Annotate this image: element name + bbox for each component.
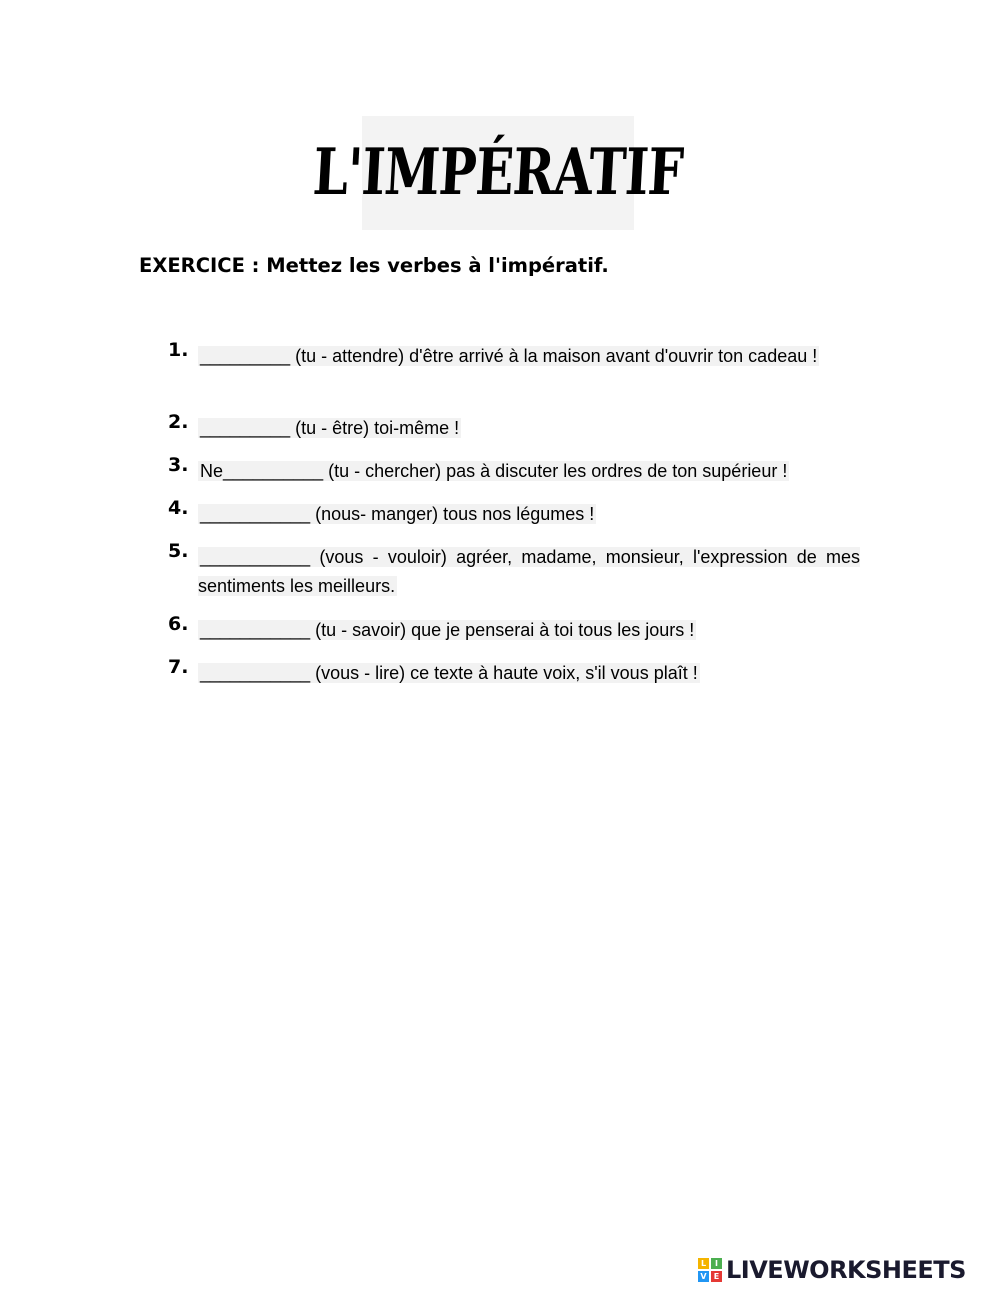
brand-name: LIVEWORKSHEETS — [726, 1256, 966, 1284]
item-text — [198, 342, 860, 371]
exercise-item-6 — [168, 613, 860, 645]
exercise-instruction: EXERCICE : Mettez les verbes à l'impératif. — [139, 254, 609, 277]
item-number: 5. — [168, 540, 189, 562]
item-text-highlight: Ne__________ (tu - chercher) pas à discuter les ordres de ton supérieur ! — [200, 461, 788, 481]
item-number: 3. — [168, 454, 189, 476]
exercise-item-5 — [168, 540, 860, 601]
item-number: 4. — [168, 497, 189, 519]
logo-block: E — [711, 1271, 722, 1282]
exercise-item-3 — [168, 454, 860, 486]
title-box — [311, 116, 685, 230]
exercise-item-2 — [168, 411, 860, 443]
item-text-highlight: _________ (tu - être) toi-même ! — [200, 418, 460, 438]
item-text-highlight: ___________ (vous - lire) ce texte à haute voix, s'il vous plaît ! — [200, 663, 698, 683]
exercise-item-4 — [168, 497, 860, 529]
item-number: 2. — [168, 411, 189, 433]
item-text — [198, 616, 860, 645]
item-text — [198, 500, 860, 529]
page-title: L'IMPÉRATIF — [311, 135, 685, 210]
item-text — [198, 457, 860, 486]
liveworksheets-logo — [698, 1256, 966, 1284]
item-number: 6. — [168, 613, 189, 635]
logo-block: L — [698, 1258, 709, 1269]
item-text-highlight: ___________ (vous - vouloir) agréer, madame, monsieur, l'expression de mes sentiments les meilleurs. — [198, 547, 860, 596]
logo-block: V — [698, 1271, 709, 1282]
exercise-item-7 — [168, 656, 860, 688]
logo-blocks-icon — [698, 1258, 722, 1282]
item-text-highlight: ___________ (nous- manger) tous nos légumes ! — [200, 504, 595, 524]
exercise-item-1 — [168, 339, 860, 371]
item-number: 7. — [168, 656, 189, 678]
logo-block: I — [711, 1258, 722, 1269]
item-text-highlight: _________ (tu - attendre) d'être arrivé à la maison avant d'ouvrir ton cadeau ! — [200, 346, 818, 366]
item-text — [198, 659, 860, 688]
item-text-highlight: ___________ (tu - savoir) que je penserai à toi tous les jours ! — [200, 620, 695, 640]
item-text — [198, 543, 860, 601]
item-text — [198, 414, 860, 443]
item-number: 1. — [168, 339, 189, 361]
